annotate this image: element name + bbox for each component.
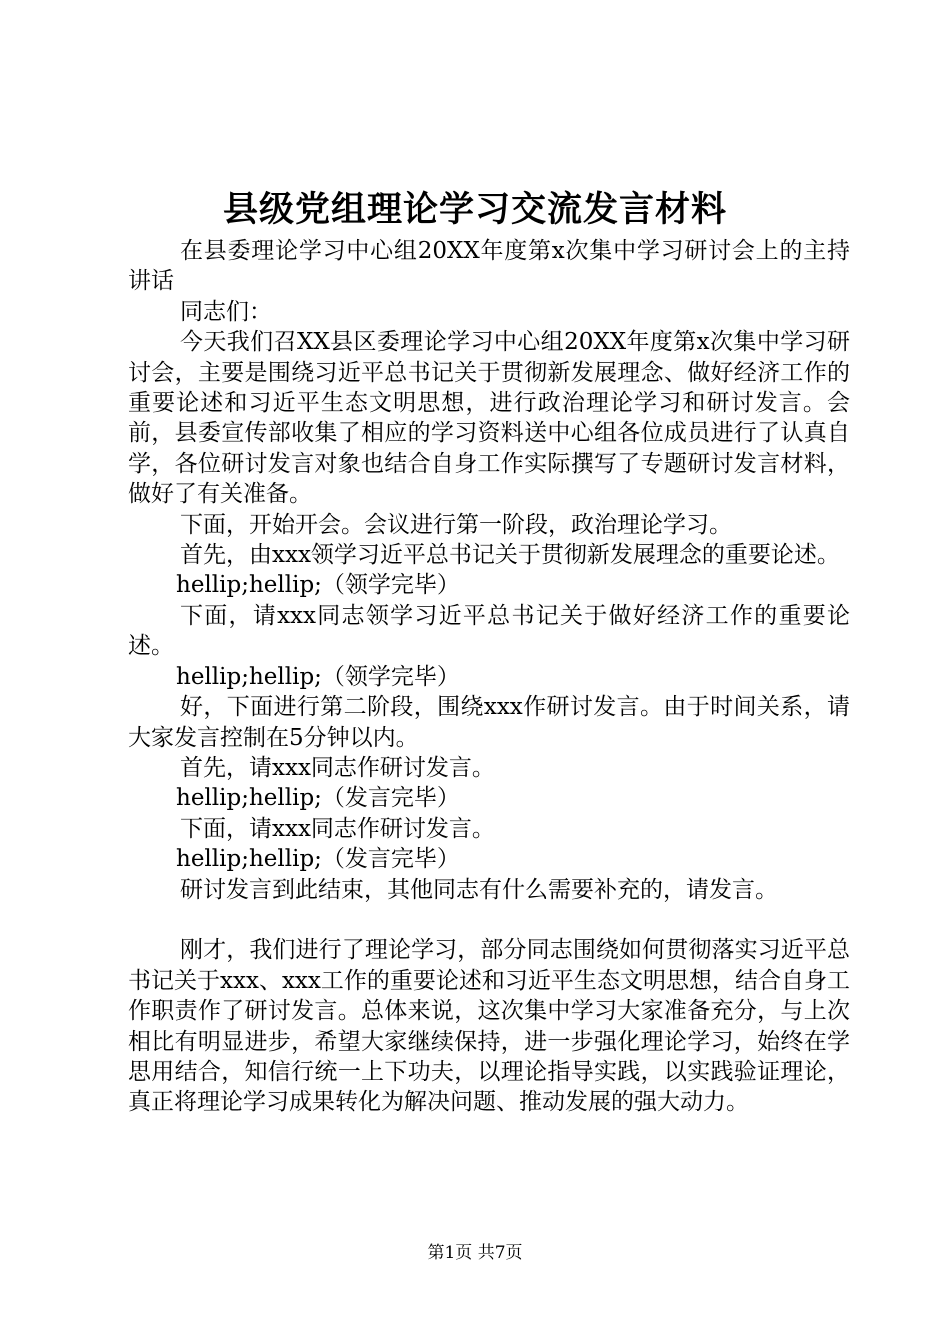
page-number: 第1页 共7页 <box>427 1243 523 1263</box>
document-title: 县级党组理论学习交流发言材料 <box>222 189 727 230</box>
paragraph-gap <box>128 905 850 935</box>
paragraph-stage-two: 好，下面进行第二阶段，围绕xxx作研讨发言。由于时间关系，请大家发言控制在5分钟以内。 <box>128 694 850 751</box>
paragraph-subtitle: 在县委理论学习中心组20XX年度第x次集中学习研讨会上的主持讲话 <box>128 238 850 295</box>
paragraph-salutation: 同志们： <box>180 298 272 325</box>
document-body <box>128 236 850 1118</box>
paragraph-speech-done-1: hellip;hellip;（发言完毕） <box>176 785 460 812</box>
paragraph-first-lead: 首先，由xxx领学习近平总书记关于贯彻新发展理念的重要论述。 <box>180 542 840 569</box>
paragraph-second-lead: 下面，请xxx同志领学习近平总书记关于做好经济工作的重要论述。 <box>128 602 850 660</box>
paragraph-speech-done-2: hellip;hellip;（发言完毕） <box>176 846 460 873</box>
paragraph-summary: 刚才，我们进行了理论学习，部分同志围绕如何贯彻落实习近平总书记关于xxx、xxx工作的重要论述和习近平生态文明思想，结合自身工作职责作了研讨发言。总体来说，这次集中学习大家准备充分，与上次相比有明显进步，希望大家继续保持，进一步强化理论学习，始终在学思用结合，知信行统一上下功夫，以理论指导实践，以实践验证理论，真正将理论学习成果转化为解决问题、推动发展的强大动力。 <box>128 937 850 1116</box>
paragraph-stage-one: 下面，开始开会。会议进行第一阶段，政治理论学习。 <box>180 511 732 538</box>
paragraph-lead-done-2: hellip;hellip;（领学完毕） <box>176 663 460 690</box>
paragraph-first-speech: 首先，请xxx同志作研讨发言。 <box>180 754 495 781</box>
paragraph-next-speech: 下面，请xxx同志作研讨发言。 <box>180 815 495 842</box>
paragraph-lead-done-1: hellip;hellip;（领学完毕） <box>176 572 460 599</box>
paragraph-opening: 今天我们召XX县区委理论学习中心组20XX年度第x次集中学习研讨会，主要是围绕习近平总书记关于贯彻新发展理念、做好经济工作的重要论述和习近平生态文明思想，进行政治理论学习和研讨发言。会前，县委宣传部收集了相应的学习资料送中心组各位成员进行了认真自学，各位研讨发言对象也结合自身工作实际撰写了专题研讨发言材料，做好了有关准备。 <box>128 329 850 508</box>
paragraph-speech-end: 研讨发言到此结束，其他同志有什么需要补充的，请发言。 <box>180 876 778 903</box>
